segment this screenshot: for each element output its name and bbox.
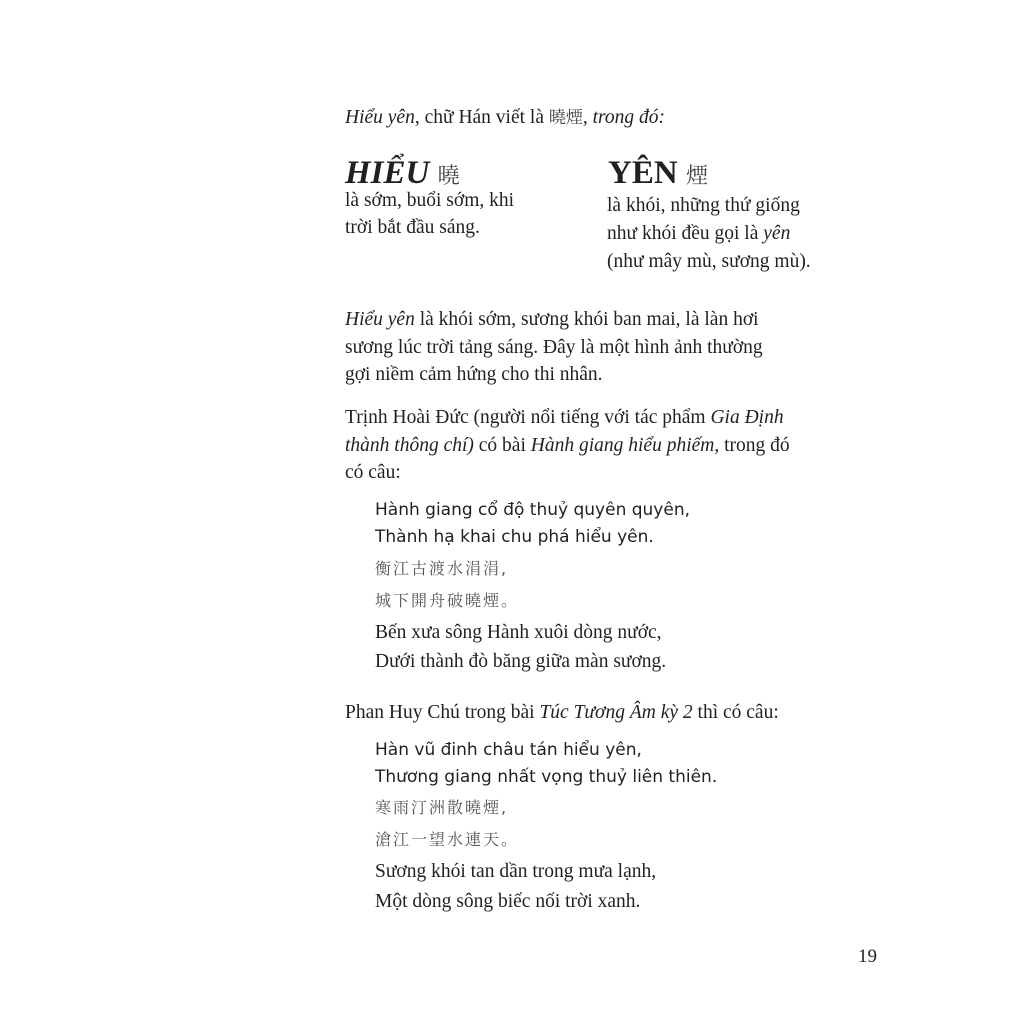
para1-line1 bbox=[345, 308, 759, 332]
poem2-trans-1: Sương khói tan dần trong mưa lạnh, bbox=[375, 861, 657, 882]
yen-def-2 bbox=[607, 222, 790, 246]
text: như khói đều gọi là bbox=[607, 223, 764, 244]
text: Trịnh Hoài Đức (người nổi tiếng với tác phẩm bbox=[345, 407, 711, 428]
hieu-def-2: trời bắt đầu sáng. bbox=[345, 217, 480, 238]
para2-line2 bbox=[345, 434, 790, 458]
poem1-trans-1: Bến xưa sông Hành xuôi dòng nước, bbox=[375, 622, 662, 643]
intro-line bbox=[345, 106, 665, 130]
page-number: 19 bbox=[858, 946, 877, 967]
text: thành thông chí) bbox=[345, 435, 474, 456]
poem2-han-1: 寒雨汀洲散曉煙, bbox=[375, 798, 509, 817]
text: có bài bbox=[473, 435, 531, 456]
term: Hiểu yên bbox=[345, 309, 415, 330]
yen-heading bbox=[608, 154, 708, 196]
term: Hiểu yên bbox=[345, 107, 415, 128]
yen-def-1: là khói, những thứ giống bbox=[607, 195, 800, 216]
para1-line2: sương lúc trời tảng sáng. Đây là một hình ảnh thường bbox=[345, 337, 763, 358]
poem2-viet-1: Hàn vũ đinh châu tán hiểu yên, bbox=[375, 740, 642, 760]
text: , trong đó bbox=[714, 435, 790, 456]
text: Túc Tương Âm kỳ 2 bbox=[539, 702, 693, 723]
heading-word: YÊN bbox=[608, 155, 678, 191]
poem1-han-1: 衡江古渡水涓涓, bbox=[375, 559, 509, 578]
para2-line1 bbox=[345, 406, 784, 430]
poem1-viet-2: Thành hạ khai chu phá hiểu yên. bbox=[375, 527, 654, 547]
text: Hành giang hiểu phiếm bbox=[530, 435, 715, 456]
han-chars: 曉煙 bbox=[548, 108, 583, 128]
poem2-han-2: 滄江一望水連天。 bbox=[375, 830, 520, 849]
han-char: 煙 bbox=[685, 164, 708, 189]
poem1-trans-2: Dưới thành đò băng giữa màn sương. bbox=[375, 651, 667, 672]
poem1-han-2: 城下開舟破曉煙。 bbox=[375, 591, 520, 610]
text: là khói sớm, sương khói ban mai, là làn hơi bbox=[414, 309, 759, 330]
yen-def-3: (như mây mù, sương mù). bbox=[607, 251, 811, 272]
poem2-trans-2: Một dòng sông biếc nối trời xanh. bbox=[375, 891, 641, 912]
text: Gia Định bbox=[710, 407, 784, 428]
para1-line3: gợi niềm cảm hứng cho thi nhân. bbox=[345, 364, 603, 385]
text: thì có câu: bbox=[692, 702, 779, 723]
text: Phan Huy Chú trong bài bbox=[345, 702, 540, 723]
poem2-viet-2: Thương giang nhất vọng thuỷ liên thiên. bbox=[375, 767, 718, 787]
hieu-def-1: là sớm, buổi sớm, khi bbox=[345, 190, 515, 211]
poem1-viet-1: Hành giang cổ độ thuỷ quyên quyên, bbox=[375, 500, 691, 520]
text: yên bbox=[763, 223, 791, 244]
heading-word: HIỂU bbox=[345, 155, 430, 191]
para2-line3: có câu: bbox=[345, 462, 401, 483]
han-char: 曉 bbox=[437, 164, 460, 189]
text: , trong đó: bbox=[582, 107, 666, 128]
para3 bbox=[345, 701, 779, 725]
text: , chữ Hán viết là bbox=[414, 107, 549, 128]
